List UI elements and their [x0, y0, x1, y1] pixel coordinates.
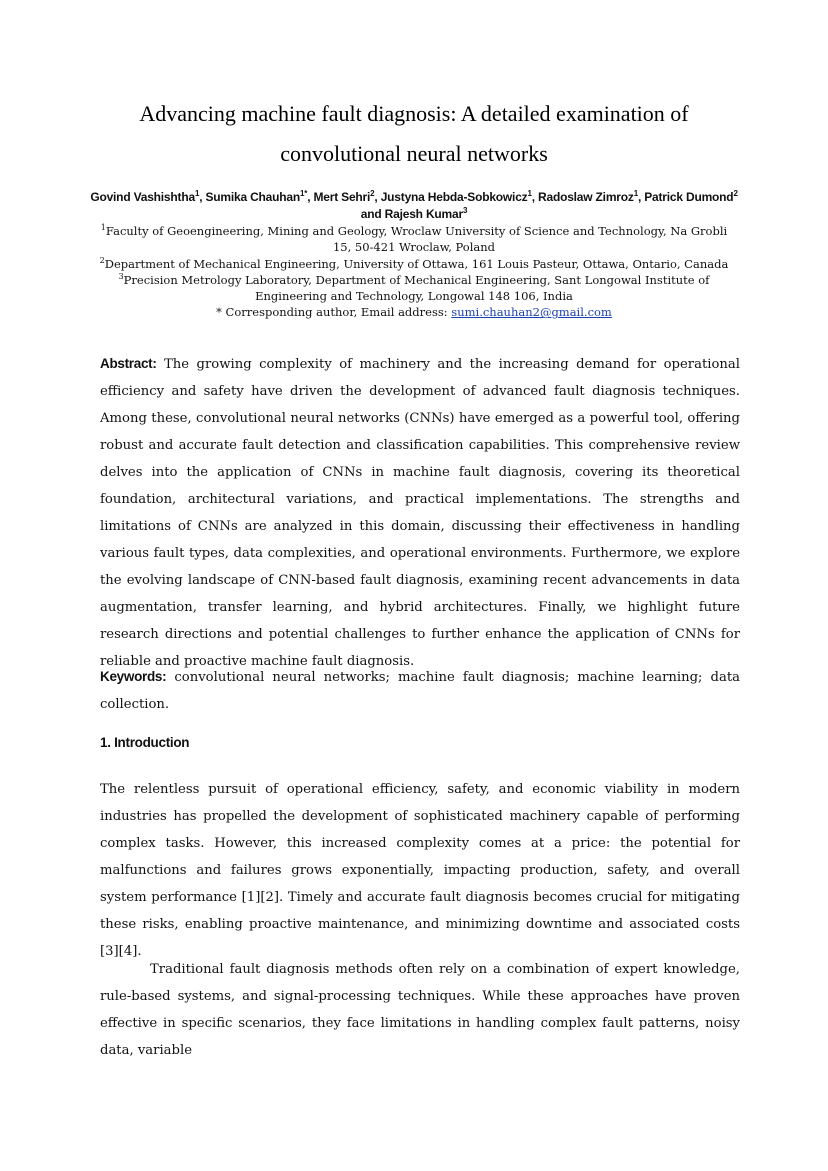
affiliation — [90, 223, 738, 256]
intro-paragraph-1: The relentless pursuit of operational efficiency, safety, and economic viability in modern industries has propelled the development of sophisticated machinery capable of performing complex tasks. However, this increased complexity comes at a price: the potential for malfunctions and failures grows exponentially, impacting production, safety, and overall system performance [1][2]. Timely and accurate fault diagnosis becomes crucial for mitigating these risks, enabling proactive maintenance, and minimizing downtime and associated costs [3][4]. — [100, 782, 740, 959]
affiliation-text: Department of Mechanical Engineering, University of Ottawa, 161 Louis Pasteur, Ottawa, Ontario, Canada — [104, 256, 729, 271]
author-list — [90, 189, 738, 223]
author-name: Radoslaw Zimroz — [538, 190, 634, 204]
affiliation-text: Faculty of Geoengineering, Mining and Geology, Wroclaw University of Science and Technology, Na Grobli 15, 50-421 Wroclaw, Poland — [105, 224, 728, 255]
author-name: Rajesh Kumar — [384, 207, 463, 221]
corresponding-label: * Corresponding author, Email address: — [216, 305, 452, 320]
affiliation-list — [90, 223, 738, 321]
author-separator: , — [637, 190, 645, 204]
section-heading: 1. Introduction — [100, 735, 190, 750]
author-affiliation-mark: 1* — [300, 189, 308, 198]
author-affiliation-mark: 1 — [633, 189, 638, 198]
author-name: Patrick Dumond — [644, 190, 734, 204]
affiliation — [90, 272, 738, 305]
paper-title — [60, 94, 768, 174]
intro-paragraph-2: Traditional fault diagnosis methods often rely on a combination of expert knowledge, rule-based systems, and signal-processing techniques. While these approaches have proven effective in specific scenarios, they face limitations in handling complex fault patterns, noisy data, variable — [100, 962, 740, 1058]
author-name: Mert Sehri — [313, 190, 371, 204]
affiliation — [90, 256, 738, 272]
abstract-label: Abstract: — [100, 356, 157, 371]
affiliation-mark: 1 — [100, 223, 106, 233]
author-separator: and — [360, 207, 385, 221]
affiliation-text: Precision Metrology Laboratory, Department of Mechanical Engineering, Sant Longowal Institute of Engineering and Technology, Longowal 148 106, India — [123, 272, 710, 304]
author-name: Justyna Hebda-Sobkowicz — [380, 190, 528, 204]
title-line-1: Advancing machine fault diagnosis: A detailed examination of — [139, 101, 689, 126]
affiliation-mark: 2 — [99, 255, 105, 265]
keywords-label: Keywords: — [100, 669, 167, 684]
author-separator: , — [374, 190, 381, 204]
title-line-2: convolutional neural networks — [280, 141, 548, 166]
author-affiliation-mark: 2 — [370, 189, 375, 198]
keywords-text: convolutional neural networks; machine fault diagnosis; machine learning; data collection. — [100, 670, 740, 712]
email-link[interactable]: sumi.chauhan2@gmail.com — [451, 305, 612, 320]
affiliation-mark: 3 — [118, 272, 124, 282]
author-separator: , — [531, 190, 538, 204]
author-separator: , — [307, 190, 314, 204]
corresponding-author — [90, 304, 738, 320]
author-name: Govind Vashishtha — [90, 190, 195, 204]
abstract — [100, 350, 740, 675]
author-affiliation-mark: 1 — [527, 189, 532, 198]
author-separator: , — [199, 190, 206, 204]
author-affiliation-mark: 2 — [733, 189, 738, 198]
author-name: Sumika Chauhan — [205, 190, 301, 204]
author-affiliation-mark: 3 — [462, 206, 468, 215]
abstract-text: The growing complexity of machinery and the increasing demand for operational efficiency and safety have driven the development of advanced fault diagnosis techniques. Among these, convolutional neural networks (CNNs) have emerged as a powerful tool, offering robust and accurate fault detection and classification capabilities. This comprehensive review delves into the application of CNNs in machine fault diagnosis, covering its theoretical foundation, architectural variations, and practical implementations. The strengths and limitations of CNNs are analyzed in this domain, discussing their effectiveness in handling various fault types, data complexities, and operational environments. Furthermore, we explore the evolving landscape of CNN-based fault diagnosis, examining recent advancements in data augmentation, transfer learning, and hybrid architectures. Finally, we highlight future research directions and potential challenges to further enhance the application of CNNs for reliable and proactive machine fault diagnosis. — [100, 357, 740, 669]
author-affiliation-mark: 1 — [194, 189, 200, 198]
keywords — [100, 663, 740, 718]
